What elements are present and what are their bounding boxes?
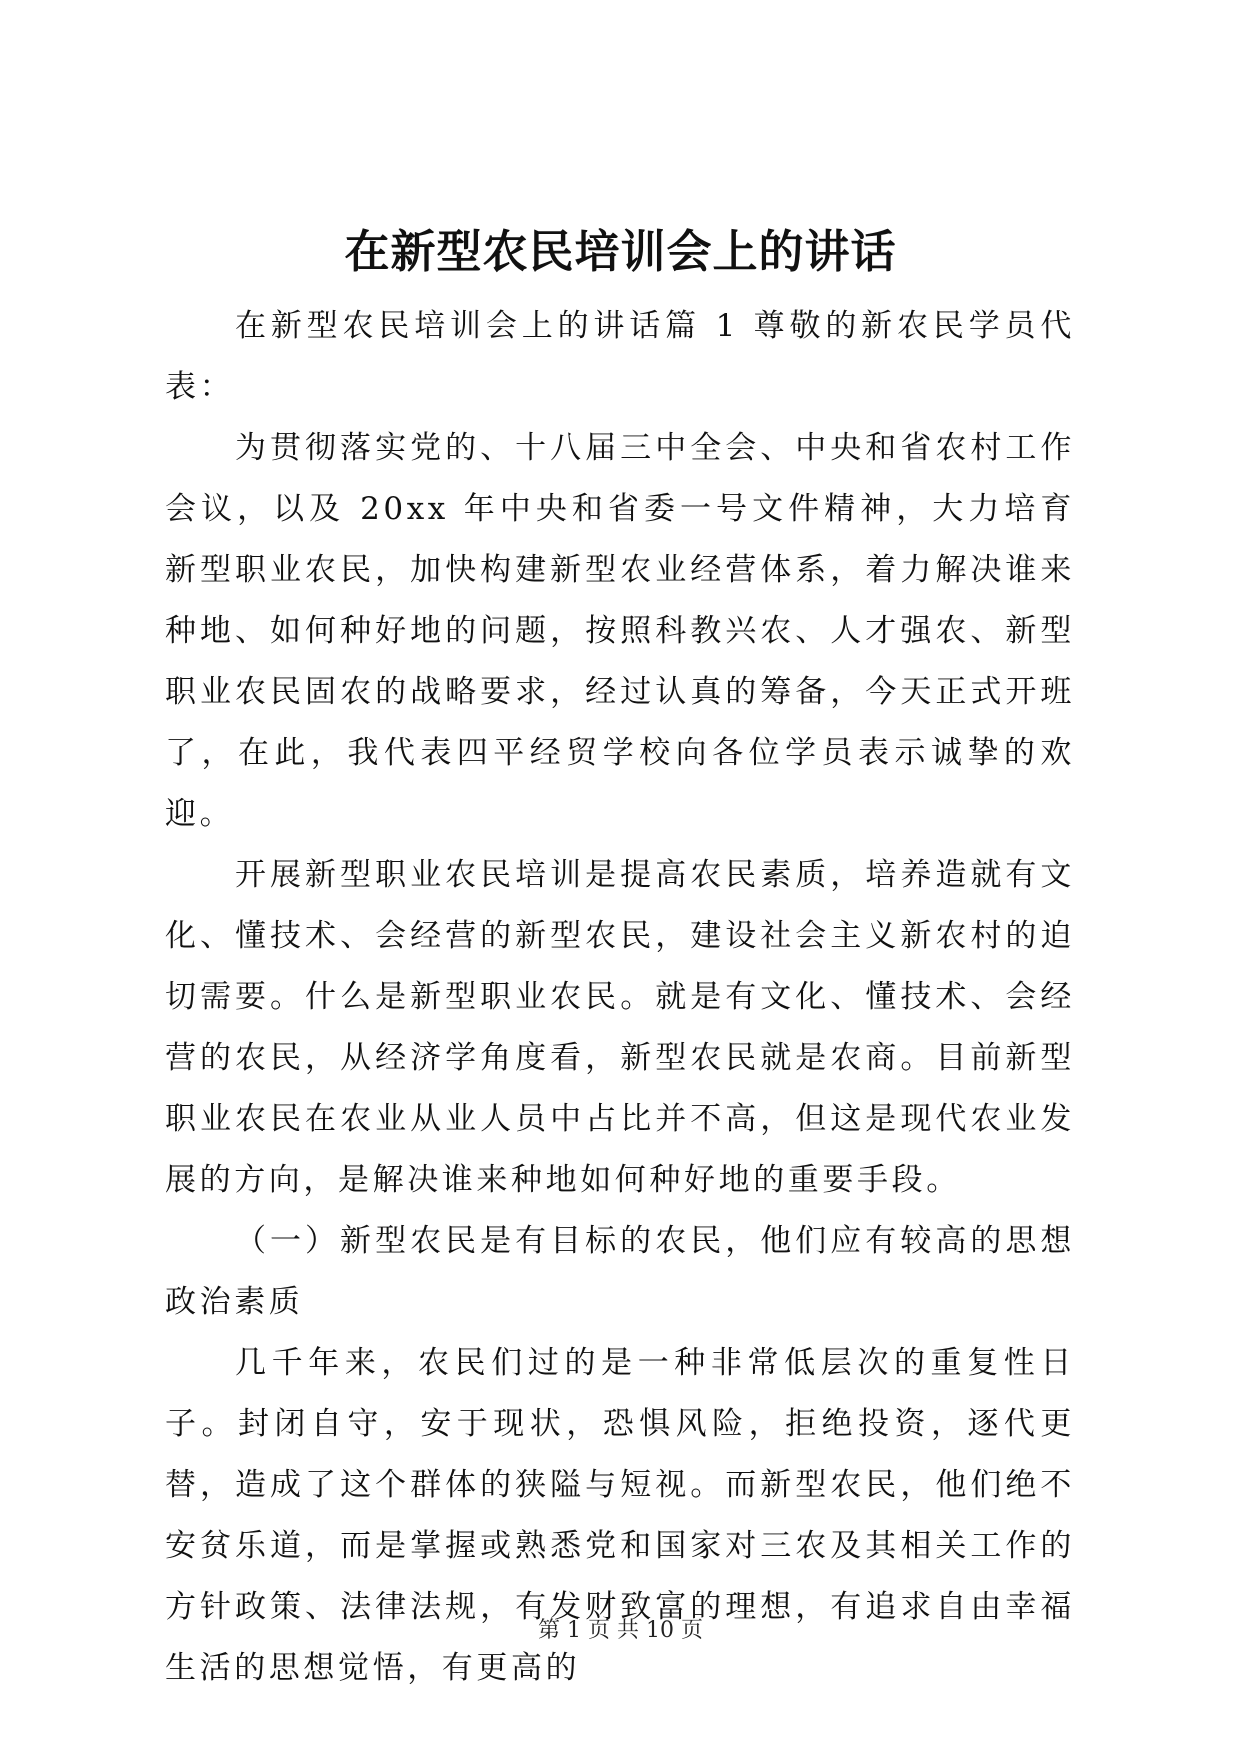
paragraph-1: 为贯彻落实党的、十八届三中全会、中央和省农村工作会议，以及 20xx 年中央和省委一号文件精神，大力培育新型职业农民，加快构建新型农业经营体系，着力解决谁来种地、如何种好地的问题，按照科教兴农、人才强农、新型职业农民固农的战略要求，经过认真的筹备，今天正式开班了，在此，我代表四平经贸学校向各位学员表示诚挚的欢迎。 bbox=[165, 430, 1075, 832]
page-footer: 第 1 页 共 10 页 bbox=[538, 1618, 703, 1643]
document-body bbox=[165, 296, 1075, 1699]
paragraph-3: 几千年来，农民们过的是一种非常低层次的重复性日子。封闭自守，安于现状，恐惧风险，拒绝投资，逐代更替，造成了这个群体的狭隘与短视。而新型农民，他们绝不安贫乐道，而是掌握或熟悉党和国家对三农及其相关工作的方针政策、法律法规，有发财致富的理想，有追求自由幸福生活的思想觉悟，有更高的 bbox=[165, 1345, 1075, 1686]
paragraph-intro: 在新型农民培训会上的讲话篇 1 尊敬的新农民学员代表： bbox=[165, 308, 1075, 405]
paragraph-2: 开展新型职业农民培训是提高农民素质，培养造就有文化、懂技术、会经营的新型农民，建设社会主义新农村的迫切需要。什么是新型职业农民。就是有文化、懂技术、会经营的农民，从经济学角度看，新型农民就是农商。目前新型职业农民在农业从业人员中占比并不高，但这是现代农业发展的方向，是解决谁来种地如何种好地的重要手段。 bbox=[165, 857, 1075, 1198]
document-title: 在新型农民培训会上的讲话 bbox=[344, 225, 897, 278]
section-heading: （一）新型农民是有目标的农民，他们应有较高的思想政治素质 bbox=[165, 1223, 1075, 1320]
